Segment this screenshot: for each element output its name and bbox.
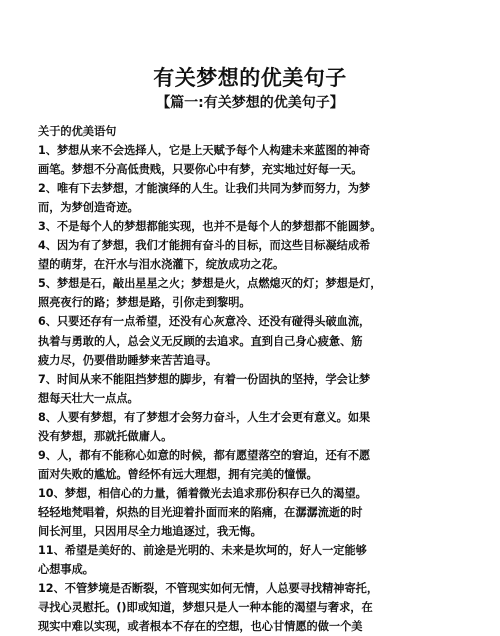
- text-line: 1、梦想从来不会选择人，它是上天赋予每个人构建未来蓝图的神奇: [38, 144, 371, 158]
- page-title: 有关梦想的优美句子: [153, 66, 347, 90]
- text-line: 3、不是每个人的梦想都能实现，也并不是每个人的梦想都不能圆梦。: [38, 220, 382, 234]
- text-line: 9、人，都有不能称心如意的时候，都有愿望落空的窘迫，还有不愿: [38, 448, 371, 462]
- text-line: 4、因为有了梦想，我们才能拥有奋斗的目标，而这些目标凝结成希: [38, 239, 371, 253]
- text-line: 7、时间从来不能阻挡梦想的脚步，有着一份固执的坚持，学会让梦: [38, 372, 371, 386]
- text-line: 画笔。梦想不分高低贵贱，只要你心中有梦，充实地过好每一天。: [38, 163, 363, 177]
- article-body: [38, 122, 470, 636]
- section-heading: 【篇一:有关梦想的优美句子】: [156, 95, 344, 111]
- text-line: 疲力尽，仍要借助睡梦来苦苦追寻。: [38, 353, 218, 367]
- text-line: 执着与勇敢的人，总会义无反顾的去追求。直到自己身心疲惫、筋: [38, 334, 363, 348]
- text-line: 望的萌芽，在汗水与泪水浇灌下，绽放成功之花。: [38, 258, 285, 272]
- text-line: 寻找心灵慰托。()即或知道，梦想只是人一种本能的渴望与奢求，在: [38, 601, 373, 615]
- text-line: 照亮夜行的路；梦想是路，引你走到黎明。: [38, 296, 251, 310]
- text-line: 6、只要还存有一点希望，还没有心灰意冷、还没有碰得头破血流，: [38, 315, 371, 329]
- text-line: 11、希望是美好的、前途是光明的、未来是坎坷的，好人一定能够: [38, 544, 367, 558]
- text-line: 想每天壮大一点点。: [38, 391, 139, 405]
- text-line: 关于的优美语句: [38, 125, 117, 138]
- text-line: 5、梦想是石，敲出星星之火；梦想是火，点燃熄灭的灯；梦想是灯，: [38, 277, 382, 291]
- text-line: 现实中难以实现，或者根本不存在的空想，也心甘情愿的做一个美: [38, 620, 363, 634]
- text-line: 而，为梦创造奇迹。: [38, 201, 139, 215]
- text-line: 面对失败的尴尬。曾经怀有远大理想，拥有完美的憧憬。: [38, 467, 318, 481]
- text-line: 间长河里，只因用尽全力地追逐过，我无悔。: [38, 524, 262, 538]
- text-line: 没有梦想，那就托做庸人。: [38, 429, 173, 443]
- text-line: 心想事成。: [38, 563, 94, 577]
- text-line: 12、不管梦境是否断裂，不管现实如何无情，人总要寻找精神寄托，: [38, 582, 379, 596]
- text-line: 8、人要有梦想，有了梦想才会努力奋斗，人生才会更有意义。如果: [38, 410, 371, 424]
- text-line: 10、梦想，相信心的力量，循着微光去追求那份积存已久的渴望。: [38, 486, 367, 500]
- text-line: 2、唯有下去梦想，才能演绎的人生。让我们共同为梦而努力，为梦: [38, 182, 371, 196]
- text-line: 轻轻地梵唱着，炽热的目光迎着扑面而来的陷痛，在潺潺流逝的时: [38, 505, 363, 519]
